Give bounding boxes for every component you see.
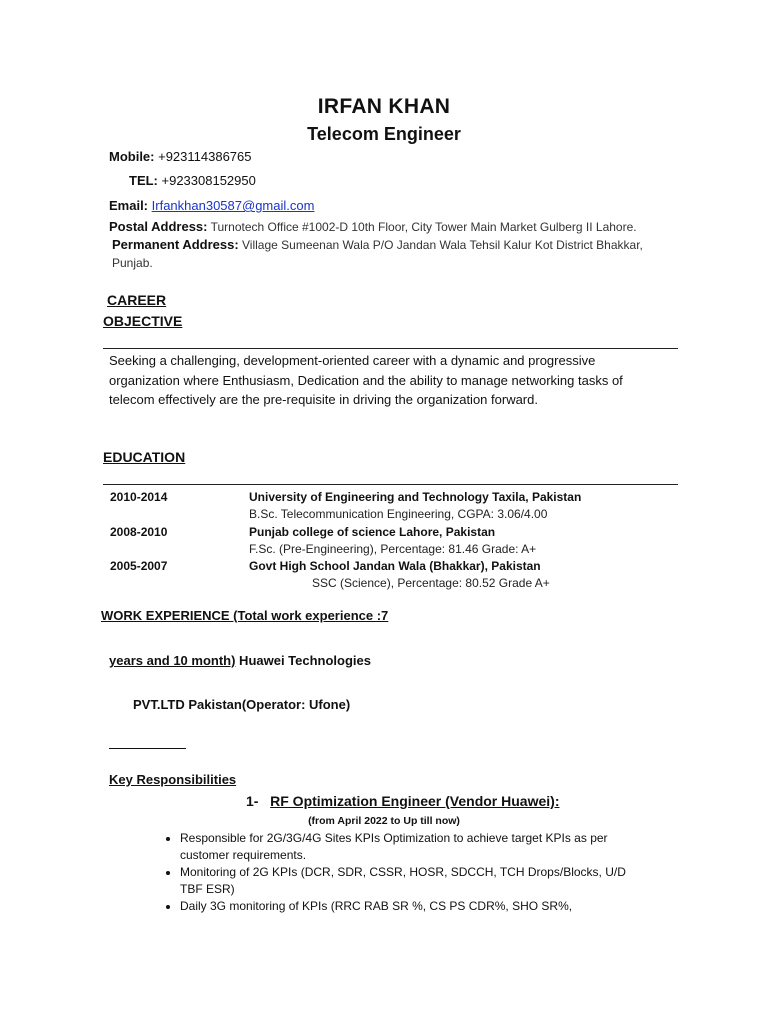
edu-degree: SSC (Science), Percentage: 80.52 Grade A+	[312, 576, 550, 590]
permanent-label: Permanent Address:	[112, 237, 239, 252]
edu-institution: University of Engineering and Technology Taxila, Pakistan	[249, 490, 582, 504]
email-label: Email:	[109, 198, 149, 213]
key-responsibilities-heading: Key Responsibilities	[109, 772, 237, 787]
email-line	[109, 198, 314, 213]
permanent-address-line-2: Punjab.	[112, 256, 153, 270]
work-experience-heading: WORK EXPERIENCE (Total work experience :7	[101, 608, 389, 623]
edu-degree: F.Sc. (Pre-Engineering), Percentage: 81.46 Grade: A+	[249, 542, 537, 556]
candidate-name: IRFAN KHAN	[317, 95, 451, 118]
edu-institution: Punjab college of science Lahore, Pakistan	[249, 525, 496, 539]
postal-label: Postal Address:	[109, 219, 208, 234]
work-experience-duration: years and 10 month)	[109, 653, 236, 668]
career-heading-2: OBJECTIVE	[103, 313, 183, 329]
tel-value: +923308152950	[157, 173, 256, 188]
edu-year: 2005-2007	[110, 559, 168, 573]
mobile-value: +923114386765	[154, 149, 252, 164]
company-detail: PVT.LTD Pakistan(Operator: Ufone)	[133, 697, 351, 712]
tel-line	[129, 173, 256, 188]
postal-value: Turnotech Office #1002-D 10th Floor, City Tower Main Market Gulberg II Lahore.	[207, 220, 637, 234]
role-period: (from April 2022 to Up till now)	[308, 815, 460, 827]
responsibilities-list	[158, 830, 650, 915]
work-experience-line-2	[109, 653, 371, 668]
role-title	[246, 793, 559, 809]
education-divider	[103, 484, 678, 485]
postal-address-line	[109, 219, 637, 234]
permanent-value: Village Sumeenan Wala P/O Jandan Wala Tehsil Kalur Kot District Bhakkar,	[238, 238, 643, 252]
edu-year: 2010-2014	[110, 490, 168, 504]
short-divider	[109, 748, 186, 749]
email-link[interactable]: Irfankhan30587@gmail.com	[151, 198, 315, 213]
permanent-address-line	[112, 237, 643, 252]
career-divider	[103, 348, 678, 349]
mobile-label: Mobile:	[109, 149, 155, 164]
role-number: 1-	[246, 793, 259, 809]
role-name: RF Optimization Engineer (Vendor Huawei):	[270, 793, 560, 809]
career-objective-text: Seeking a challenging, development-oriented career with a dynamic and progressive organization where Enthusiasm, Dedication and the ability to manage networking tasks of telecom effectively are the pre-requisite in driving the organization forward.	[109, 353, 623, 407]
list-item: • Daily 3G monitoring of KPIs (RRC RAB SR %, CS PS CDR%, SHO SR%,	[180, 898, 650, 915]
edu-degree: B.Sc. Telecommunication Engineering, CGPA: 3.06/4.00	[249, 507, 548, 521]
list-item: • Responsible for 2G/3G/4G Sites KPIs Optimization to achieve target KPIs as per customer requirements.	[180, 830, 650, 864]
tel-label: TEL:	[129, 173, 158, 188]
mobile-line	[109, 149, 252, 164]
company-name: Huawei Technologies	[235, 653, 371, 668]
career-heading-1: CAREER	[107, 292, 167, 308]
edu-institution: Govt High School Jandan Wala (Bhakkar), Pakistan	[249, 559, 541, 573]
education-heading: EDUCATION	[103, 449, 186, 465]
list-item: • Monitoring of 2G KPIs (DCR, SDR, CSSR, HOSR, SDCCH, TCH Drops/Blocks, U/D TBF ESR)	[180, 864, 650, 898]
candidate-title: Telecom Engineer	[307, 124, 461, 144]
edu-year: 2008-2010	[110, 525, 168, 539]
